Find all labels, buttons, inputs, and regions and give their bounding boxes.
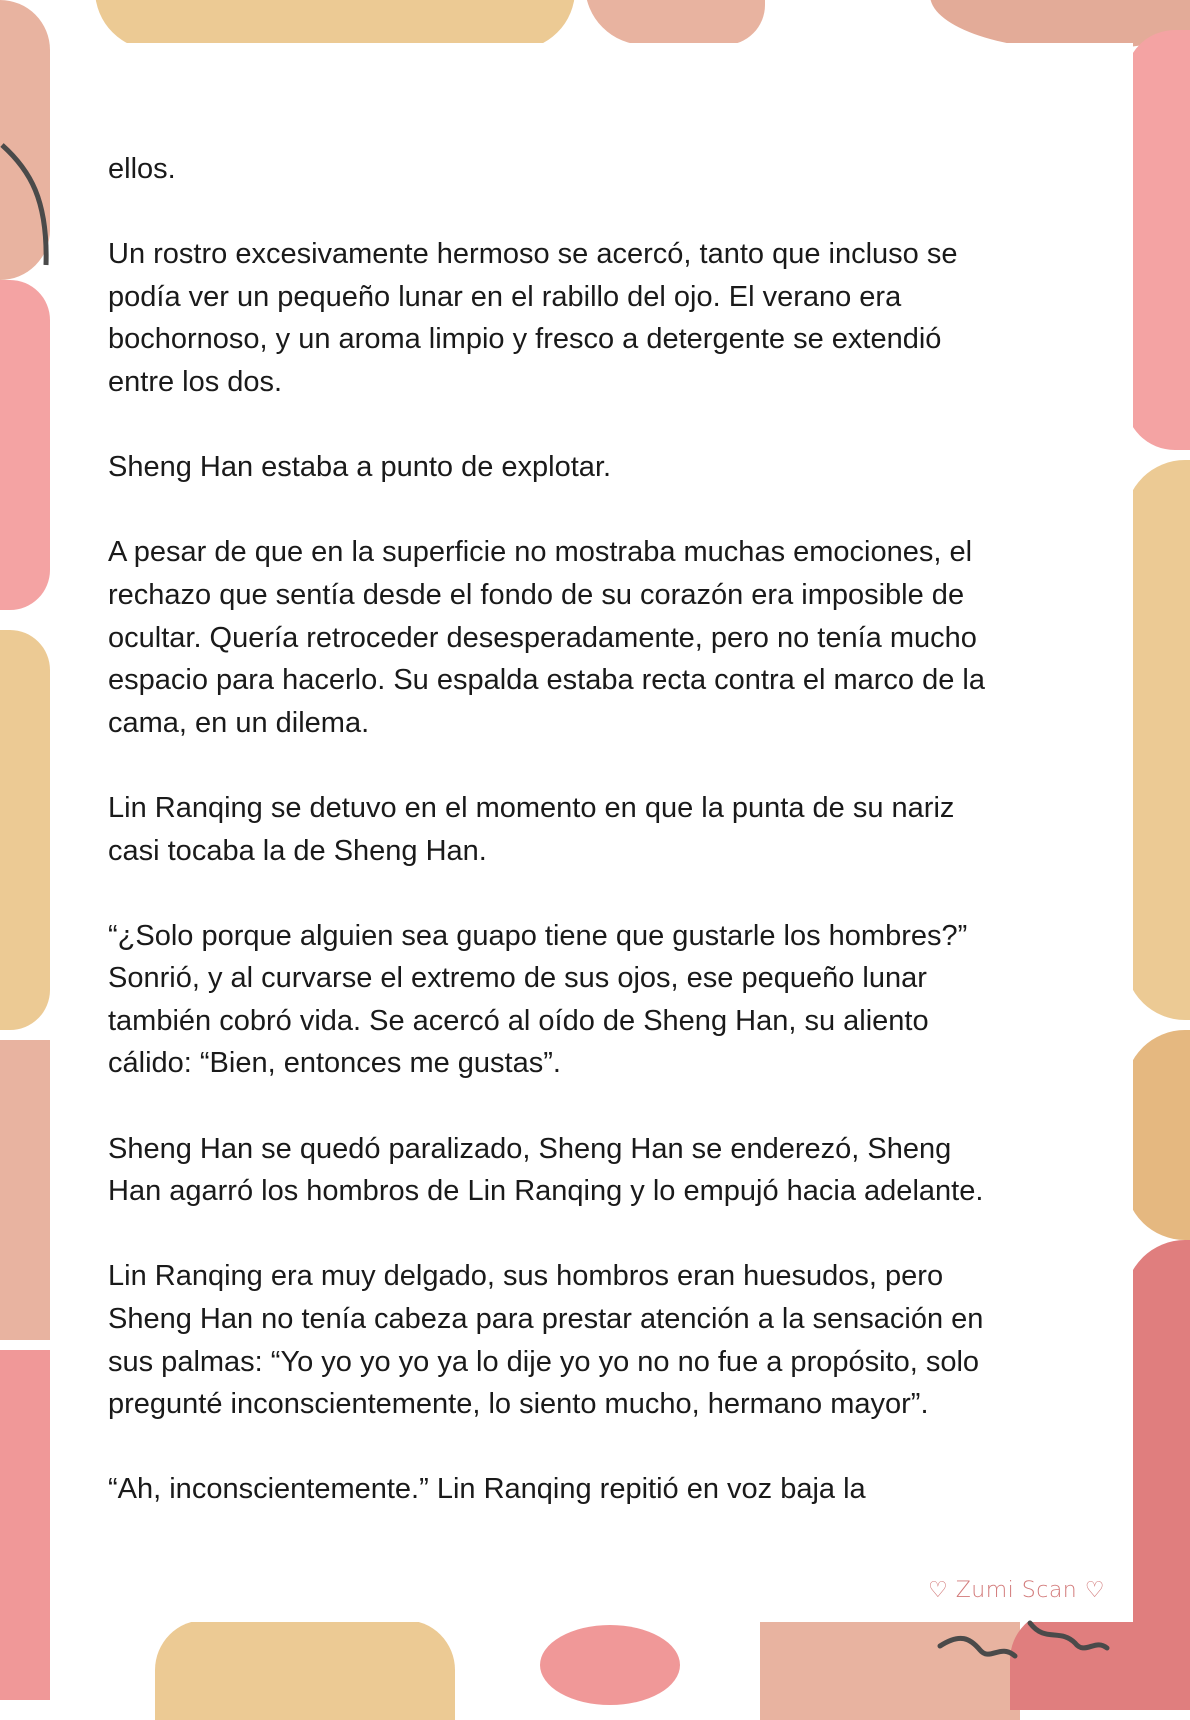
paragraph <box>108 233 985 403</box>
text-line: ocultar. Quería retroceder desesperadamente, pero no tenía mucho <box>108 621 977 654</box>
text-line: casi tocaba la de Sheng Han. <box>108 834 487 867</box>
decor-blob-left-sand <box>0 630 50 1030</box>
text-line: entre los dos. <box>108 365 283 398</box>
paragraph <box>108 915 985 1085</box>
text-line: también cobró vida. Se acercó al oído de Sheng Han, su aliento <box>108 1004 929 1037</box>
text-line: pregunté inconscientemente, lo siento mucho, hermano mayor”. <box>108 1388 929 1421</box>
brush-stroke-decoration <box>0 140 55 270</box>
text-line: cama, en un dilema. <box>108 706 370 739</box>
text-line: Lin Ranqing era muy delgado, sus hombros eran huesudos, pero <box>108 1260 944 1293</box>
paragraph <box>108 787 985 872</box>
watermark-zumi-scan: ♡ Zumi Scan ♡ <box>928 1578 1105 1603</box>
decor-blob-right-sand <box>1125 460 1190 1020</box>
decor-blob-bottom-pink <box>540 1625 680 1705</box>
text-line: A pesar de que en la superficie no mostraba muchas emociones, el <box>108 536 973 569</box>
decor-blob-left-pink <box>0 280 50 610</box>
text-line: ellos. <box>108 153 176 185</box>
chapter-text <box>108 148 985 1554</box>
text-line: bochornoso, y un aroma limpio y fresco a detergente se extendió <box>108 323 942 356</box>
paragraph <box>108 148 985 191</box>
decor-blob-top-peach <box>585 0 765 45</box>
text-line: cálido: “Bien, entonces me gustas”. <box>108 1047 561 1080</box>
text-line: Sonrió, y al curvarse el extremo de sus ojos, ese pequeño lunar <box>108 962 927 995</box>
paragraph <box>108 1128 985 1213</box>
text-line: podía ver un pequeño lunar en el rabillo del ojo. El verano era <box>108 280 902 313</box>
text-line: sus palmas: “Yo yo yo yo ya lo dije yo yo no no fue a propósito, solo <box>108 1345 980 1378</box>
text-line: Sheng Han se quedó paralizado, Sheng Han se enderezó, Sheng <box>108 1132 952 1165</box>
paragraph <box>108 531 985 744</box>
text-line: Lin Ranqing se detuvo en el momento en que la punta de su nariz <box>108 791 955 824</box>
paragraph <box>108 446 985 489</box>
decor-blob-right-pink <box>1125 30 1190 450</box>
squiggle-decoration <box>935 1618 1115 1668</box>
paragraph <box>108 1255 985 1425</box>
text-line: “Ah, inconscientemente.” Lin Ranqing repitió en voz baja la <box>108 1473 866 1506</box>
text-line: Han agarró los hombros de Lin Ranqing y lo empujó hacia adelante. <box>108 1175 984 1208</box>
text-line: espacio para hacerlo. Su espalda estaba recta contra el marco de la <box>108 664 985 697</box>
decor-blob-right-sand2 <box>1125 1030 1190 1240</box>
decor-blob-left-bottom <box>0 1350 50 1700</box>
text-line: Un rostro excesivamente hermoso se acercó, tanto que incluso se <box>108 238 958 271</box>
paragraph <box>108 1468 985 1511</box>
text-line: Sheng Han no tenía cabeza para prestar atención a la sensación en <box>108 1303 984 1336</box>
text-line: Sheng Han estaba a punto de explotar. <box>108 451 612 484</box>
decor-blob-bottom-sand <box>155 1620 455 1720</box>
text-line: “¿Solo porque alguien sea guapo tiene que gustarle los hombres?” <box>108 919 968 952</box>
text-line: rechazo que sentía desde el fondo de su corazón era imposible de <box>108 578 965 611</box>
decor-blob-left-peach <box>0 1040 50 1340</box>
